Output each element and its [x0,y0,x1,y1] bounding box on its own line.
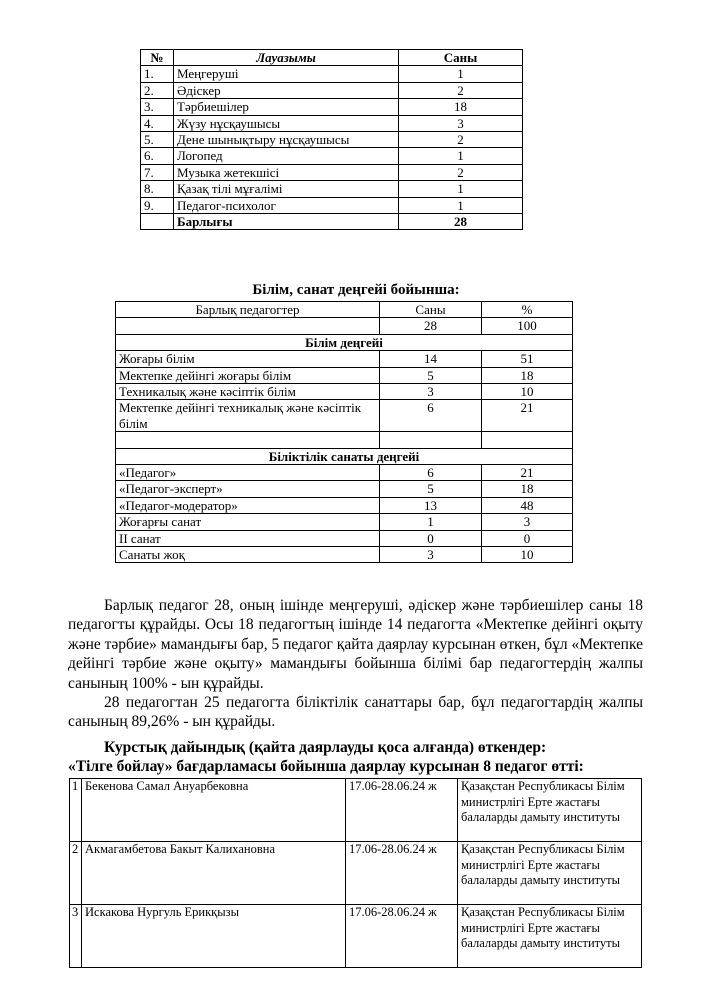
table-row [141,99,523,115]
column-header-count: Саны [380,302,482,318]
position-count: 1 [399,181,523,197]
row-label: «Педагог-эксперт» [116,481,380,497]
row-percent: 21 [482,465,573,481]
position-count: 3 [399,115,523,131]
row-number: 1 [70,779,82,842]
column-header-count: Саны [399,50,523,66]
table-row [141,164,523,180]
row-percent: 18 [482,481,573,497]
table-header-row [116,302,573,318]
position-count: 2 [399,82,523,98]
row-label: Жоғарғы санат [116,514,380,530]
column-header-number: № [141,50,174,66]
row-percent: 10 [482,547,573,563]
row-count: 6 [380,465,482,481]
position-name: Меңгеруші [174,66,399,82]
total-label: Барлығы [174,214,399,230]
empty-cell [116,432,380,448]
row-percent: 3 [482,514,573,530]
table-row [141,197,523,213]
position-count: 2 [399,164,523,180]
table-row [116,530,573,546]
row-count: 13 [380,497,482,513]
course-dates: 17.06-28.06.24 ж [346,842,458,905]
table-row [70,905,642,968]
position-name: Дене шынықтыру нұсқаушысы [174,132,399,148]
row-count: 14 [380,351,482,367]
table-row [116,465,573,481]
row-percent: 10 [482,384,573,400]
row-count: 1 [380,514,482,530]
staff-positions-table [140,49,523,230]
table-row [141,82,523,98]
row-number: 4. [141,115,174,131]
table-row [116,514,573,530]
row-label: Мектепке дейінгі жоғары білім [116,367,380,383]
row-count: 3 [380,384,482,400]
education-category-title: Білім, санат деңгейі бойынша: [252,282,460,298]
education-category-table [115,301,573,563]
row-percent: 0 [482,530,573,546]
position-name: Қазақ тілі мұғалімі [174,181,399,197]
position-count: 2 [399,132,523,148]
course-organization: Қазақстан Республикасы Білім министрлігі Ерте жастағы балаларды дамыту институты [458,905,642,968]
participant-name: Бекенова Самал Ануарбековна [82,779,346,842]
position-name: Педагог-психолог [174,197,399,213]
section-header-row [116,448,573,464]
row-count: 6 [380,400,482,432]
empty-cell [380,432,482,448]
row-count: 0 [380,530,482,546]
position-name: Жүзу нұсқаушысы [174,115,399,131]
total-value: 28 [399,214,523,230]
table-row [141,132,523,148]
row-count: 3 [380,547,482,563]
table-total-row [141,214,523,230]
courses-heading [68,738,643,776]
row-percent: 48 [482,497,573,513]
course-dates: 17.06-28.06.24 ж [346,905,458,968]
row-label: «Педагог» [116,465,380,481]
row-number: 1. [141,66,174,82]
course-organization: Қазақстан Республикасы Білім министрлігі Ерте жастағы балаларды дамыту институты [458,779,642,842]
position-name: Әдіскер [174,82,399,98]
column-header-percent: % [482,302,573,318]
courses-heading-line2: «Тілге бойлау» бағдарламасы бойынша даярлау курсынан 8 педагог өтті: [68,758,584,775]
position-name: Тәрбиешілер [174,99,399,115]
table-row [116,351,573,367]
table-row [141,66,523,82]
column-header-position: Лауазымы [174,50,399,66]
total-count: 28 [380,318,482,334]
column-header-all-teachers: Барлық педагогтер [116,302,380,318]
position-count: 18 [399,99,523,115]
table-header-row [141,50,523,66]
row-number: 3 [70,905,82,968]
row-number: 8. [141,181,174,197]
total-percent: 100 [482,318,573,334]
table-row [141,181,523,197]
table-row [116,367,573,383]
row-label: Санаты жоқ [116,547,380,563]
position-count: 1 [399,197,523,213]
table-row [116,481,573,497]
table-row [116,497,573,513]
table-row [141,148,523,164]
paragraph-category-summary: 28 педагогтан 25 педагогта біліктілік санаттары бар, бұл педагогтардің жалпы санының 89,26% - ын құрайды. [68,694,643,731]
empty-cell [482,432,573,448]
table-row [116,400,573,432]
row-label: Жоғары білім [116,351,380,367]
row-number: 7. [141,164,174,180]
table-row [116,547,573,563]
row-percent: 21 [482,400,573,432]
row-number: 6. [141,148,174,164]
table-row [141,115,523,131]
position-count: 1 [399,148,523,164]
row-label: «Педагог-модератор» [116,497,380,513]
row-label: Техникалық және кәсіптік білім [116,384,380,400]
courses-heading-line1: Курстық дайындық (қайта даярлауды қоса алғанда) өткендер: [104,739,547,756]
position-name: Логопед [174,148,399,164]
row-number: 9. [141,197,174,213]
empty-cell [116,318,380,334]
section-qualification-level: Біліктілік санаты деңгейі [116,448,573,464]
table-row [70,842,642,905]
row-count: 5 [380,481,482,497]
position-name: Музыка жетекшісі [174,164,399,180]
position-count: 1 [399,66,523,82]
row-label: II санат [116,530,380,546]
row-number: 2. [141,82,174,98]
paragraph-teachers-summary: Барлық педагог 28, оның ішінде меңгеруші, әдіскер және тәрбиешілер саны 18 педагогты құрайды. Осы 18 педагогтың ішінде 14 педагогта «Мектепке дейінгі оқыту және тәрбие» мамандығы бар, 5 педагог қайта даярлау курсынан өткен, бұл «Мектепке дейінгі тәрбие және оқыту» мамандығы бойынша білімі бар педагогтердің жалпы санының 100% - ын құрайды. [68,597,643,692]
empty-row [116,432,573,448]
participant-name: Искакова Нургуль Ерикқызы [82,905,346,968]
totals-row [116,318,573,334]
row-percent: 51 [482,351,573,367]
row-number: 2 [70,842,82,905]
course-participants-table [69,778,642,968]
participant-name: Акмагамбетова Бакыт Калихановна [82,842,346,905]
table-row [116,384,573,400]
table-row [70,779,642,842]
section-header-row [116,334,573,350]
course-dates: 17.06-28.06.24 ж [346,779,458,842]
total-empty-cell [141,214,174,230]
section-education-level: Білім деңгейі [116,334,573,350]
row-count: 5 [380,367,482,383]
row-percent: 18 [482,367,573,383]
summary-paragraphs [68,596,643,732]
row-number: 3. [141,99,174,115]
course-organization: Қазақстан Республикасы Білім министрлігі Ерте жастағы балаларды дамыту институты [458,842,642,905]
row-number: 5. [141,132,174,148]
row-label: Мектепке дейінгі техникалық және кәсіптік білім [116,400,380,432]
